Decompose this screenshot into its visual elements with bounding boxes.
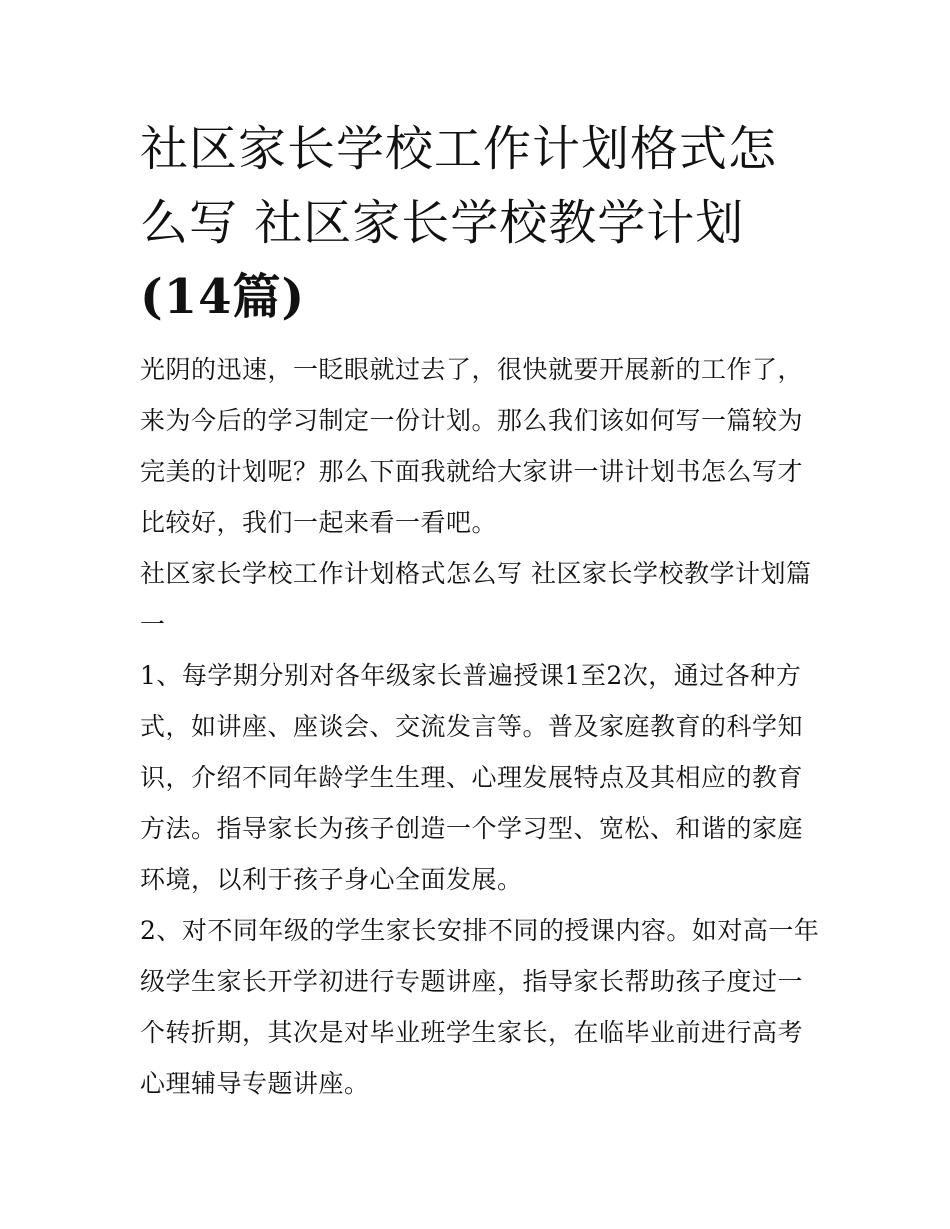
document-title <box>140 112 820 334</box>
list-item: 1、每学期分别对各年级家长普遍授课1至2次，通过各种方式，如讲座、座谈会、交流发言等。普及家庭教育的科学知识，介绍不同年龄学生生理、心理发展特点及其相应的教育方法。指导家长为孩子创造一个学习型、宽松、和谐的家庭环境，以利于孩子身心全面发展。 <box>140 661 804 894</box>
section-heading: 社区家长学校工作计划格式怎么写 社区家长学校教学计划篇一 <box>140 559 812 639</box>
list-item: 2、对不同年级的学生家长安排不同的授课内容。如对高一年级学生家长开学初进行专题讲座，指导家长帮助孩子度过一个转折期，其次是对毕业班学生家长，在临毕业前进行高考心理辅导专题讲座。 <box>140 916 820 1098</box>
document-title-count: (14篇) <box>140 269 306 325</box>
document-page <box>140 112 820 1109</box>
intro-paragraph: 光阴的迅速，一眨眼就过去了，很快就要开展新的工作了，来为今后的学习制定一份计划。那么我们该如何写一篇较为完美的计划呢？那么下面我就给大家讲一讲计划书怎么写才比较好，我们一起来看一看吧。 <box>140 355 804 537</box>
document-title-main: 社区家长学校工作计划格式怎么写 社区家长学校教学计划 <box>140 121 778 251</box>
